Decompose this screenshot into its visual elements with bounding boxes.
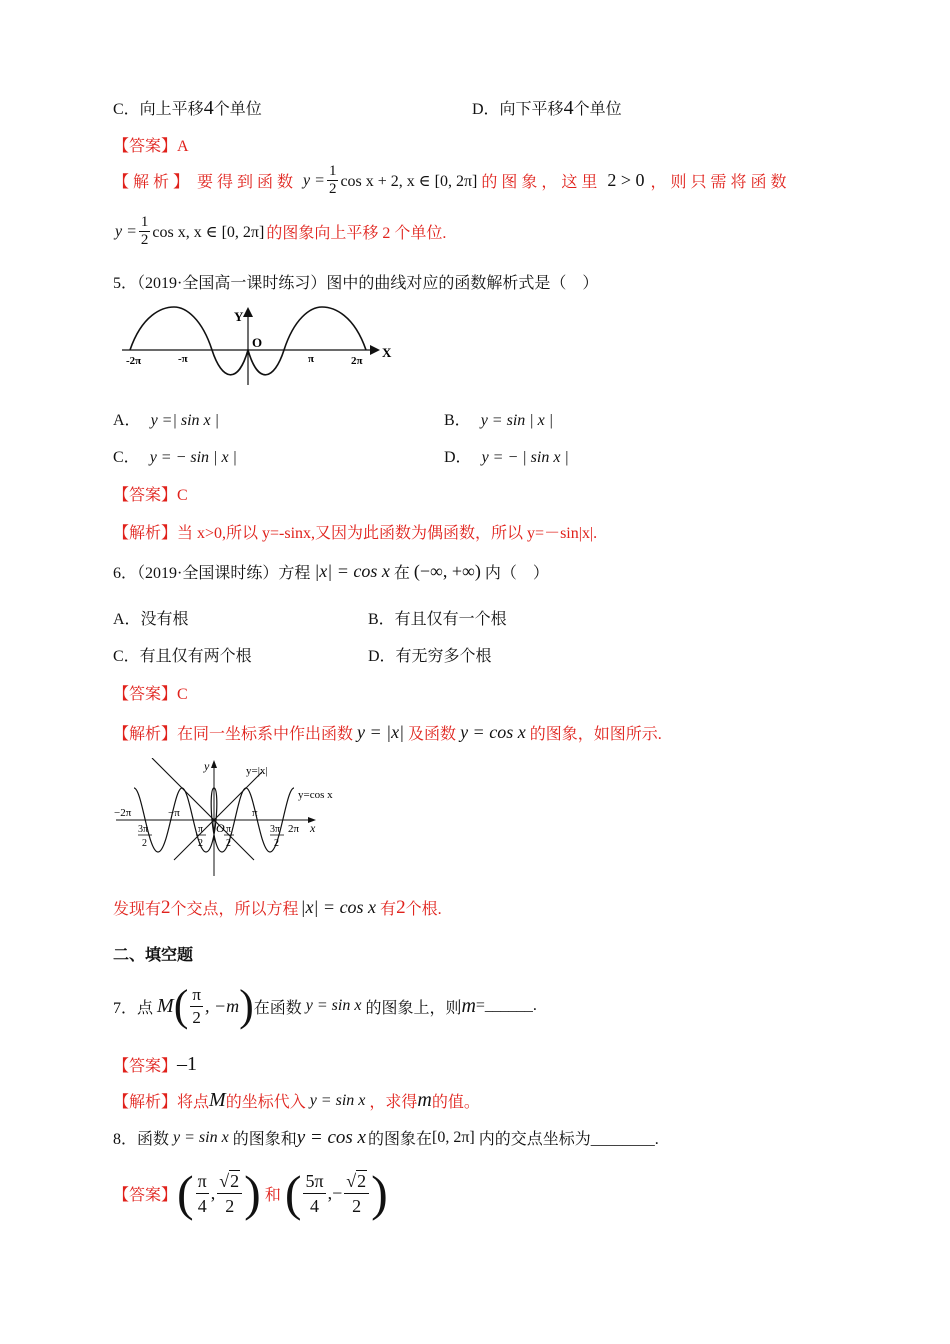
q6-conclusion-num2: 2 <box>396 896 406 918</box>
q6-analysis <box>113 721 662 744</box>
q4-option-c <box>113 96 262 120</box>
q5-graph <box>118 305 398 387</box>
q7-blank: =______. <box>475 997 537 1014</box>
q6-tick-pi-neg: π <box>198 824 204 835</box>
q6-tick-2-neg3: 2 <box>142 838 147 849</box>
q6-option-d: D．有无穷多个根 <box>368 648 492 665</box>
q7-point: M <box>157 994 174 1017</box>
q7-stem-text3: 的图象上，则 <box>365 999 462 1017</box>
q8-a1-den2: 2 <box>225 1195 235 1216</box>
q4-option-d-text: D．向下平移 <box>472 101 564 118</box>
q8-interval: [0, 2π] <box>431 1128 475 1146</box>
q6-conclusion-text2: 个交点，所以方程 <box>170 901 299 918</box>
q8-stem-text2: 的图象和 <box>232 1131 297 1148</box>
q5-option-b-expr: y = sin | x | <box>480 412 554 429</box>
q6-analysis-text2: 及函数 <box>408 726 457 743</box>
q4-analysis-text3: ， 则 只 需 将 函 数 <box>650 174 787 191</box>
q5-option-a-expr: y =| sin x | <box>150 412 220 429</box>
q5-label-x: X <box>382 345 392 360</box>
q6-conclusion-text3: 有 <box>380 901 397 918</box>
q6-analysis-text1: 【解析】在同一坐标系中作出函数 <box>113 726 354 743</box>
q6-label-o: O <box>216 821 225 835</box>
q5-label-pi: π <box>308 353 315 365</box>
q4-option-c-num: 4 <box>203 97 214 119</box>
q6-label-x: x <box>310 821 316 835</box>
q5-label-neg2pi: -2π <box>126 355 142 367</box>
q4-analysis-expr1: cos x + 2, x ∈ [0, 2π] <box>340 172 478 190</box>
q5-option-b-label: B． <box>444 412 471 429</box>
q6-graph <box>112 758 352 880</box>
q8-stem-text4: 内的交点坐标为________. <box>478 1131 659 1148</box>
q5-option-d <box>444 444 569 467</box>
q7-answer-label: 【答案】 <box>113 1058 178 1075</box>
q5-label-2pi: 2π <box>351 355 363 367</box>
q6-stem-expr: |x| = cos x <box>314 561 390 581</box>
q5-option-c-label: C． <box>113 449 140 466</box>
q5-option-b <box>444 407 553 430</box>
q7-analysis-text3: ，求得 <box>369 1094 418 1111</box>
q5-y-arrow-icon <box>243 307 253 317</box>
q5-option-c-expr: y = − sin | x | <box>149 449 237 466</box>
q5-label-y: Y <box>234 309 244 324</box>
q7-analysis-func: y = sin x <box>309 1091 366 1109</box>
q7-frac-den: 2 <box>192 1007 201 1027</box>
q8-a1-den: 4 <box>197 1195 207 1216</box>
q5-answer: 【答案】C <box>113 487 188 504</box>
q7-analysis-text1: 【解析】将点 <box>113 1094 210 1111</box>
q6-stem-text1: 6．（2019·全国课时练）方程 <box>113 565 311 582</box>
q4-analysis-text2: 的 图 象 ， 这 里 <box>481 174 598 191</box>
q6-conclusion <box>113 896 442 919</box>
q8-a1-sqrt: 2 <box>230 1170 240 1191</box>
q8-a2-neg: − <box>332 1182 343 1203</box>
q7-stem-text2: 在函数 <box>253 999 302 1017</box>
q8-a2-den2: 2 <box>352 1195 362 1216</box>
q5-label-negpi: -π <box>178 353 188 365</box>
q8-a2-den: 4 <box>310 1195 320 1216</box>
q6-label-absx: y=|x| <box>246 765 268 777</box>
q5-option-c <box>113 444 237 467</box>
q6-analysis-expr1: y = |x| <box>357 722 405 742</box>
q7-answer-value: –1 <box>177 1053 198 1075</box>
q7-func: y = sin x <box>305 997 362 1014</box>
q8-stem-text1: 8．函数 <box>113 1131 170 1148</box>
q6-y-arrow-icon <box>211 760 217 768</box>
q8-a2-sqrt: 2 <box>357 1170 367 1191</box>
q6-analysis-expr2: y = cos x <box>460 722 526 742</box>
q5-analysis: 【解析】当 x>0,所以 y=-sinx,又因为此函数为偶函数，所以 y=－sin|x|. <box>113 525 598 542</box>
q6-tick-3pi-pos: 3π <box>270 824 281 835</box>
q4-option-d <box>472 96 622 120</box>
q8-answer-label: 【答案】 <box>113 1186 178 1204</box>
q7-answer <box>113 1053 197 1076</box>
q7-analysis-M: M <box>209 1089 226 1111</box>
q6-absx-right <box>174 772 262 860</box>
q4-analysis-ineq: 2 > 0 <box>607 170 645 190</box>
q8-answer-point2: ( $\frac{5\pi}{4}$ , − $\frac{√2}{2}$ ) <box>284 1165 388 1221</box>
q4-analysis-line1: 【 解 析 】 要 得 到 函 数 y = $\frac{1}{2}$ cos x + 2, x ∈ [0, 2π] 的 图 象 ， 这 里 2 > 0 ， 则 只 需 将 函 数 <box>113 163 787 197</box>
q6-stem-text3: 内（ ） <box>484 565 549 582</box>
q5-label-o: O <box>252 335 263 350</box>
q7-stem-text1: 7．点 <box>113 999 154 1017</box>
q6-tick-pi-pos: π <box>226 824 232 835</box>
q7-analysis-text4: 的值。 <box>431 1094 480 1111</box>
q6-label-cosx: y=cos x <box>298 789 333 801</box>
q7-stem: 7．点 M ( $\frac{\pi}{2}$ , −m ) 在函数 y = sin x 的图象上，则 m =______. <box>113 981 537 1030</box>
q4-option-d-num: 4 <box>563 97 574 119</box>
q8-func2: y = cos x <box>296 1126 366 1148</box>
q8-stem-text3: 的图象在 <box>367 1131 432 1148</box>
q6-analysis-text3: 的图象，如图所示. <box>529 726 662 743</box>
q6-conclusion-text1: 发现有 <box>113 901 162 918</box>
q4-analysis-line2: y = $\frac{1}{2}$ cos x, x ∈ [0, 2π] 的图象向上平移 2 个单位. <box>115 214 447 248</box>
q8-answer-and: 和 <box>264 1186 281 1204</box>
q6-label-negpi: −π <box>168 807 180 819</box>
q8-answer <box>113 1162 388 1224</box>
q5-x-arrow-icon <box>370 345 380 355</box>
q6-option-a: A．没有根 <box>113 611 189 628</box>
q5-option-d-expr: y = − | sin x | <box>481 449 569 466</box>
q8-answer-point1: ( $\frac{\pi}{4}$ , $\frac{√2}{2}$ ) <box>177 1165 261 1221</box>
q6-label-y: y <box>204 759 210 773</box>
q6-label-2pi: 2π <box>288 823 300 835</box>
q8-stem <box>113 1126 659 1149</box>
q6-label-pi: π <box>252 807 258 819</box>
q6-tick-2-neg1: 2 <box>198 838 203 849</box>
q7-m: m <box>461 994 476 1017</box>
q6-label-neg2pi: −2π <box>114 807 132 819</box>
q4-analysis-label: 【 解 析 】 <box>113 174 190 191</box>
q4-analysis-text4: 的图象向上平移 2 个单位. <box>266 225 447 242</box>
q6-stem-interval: (−∞, +∞) <box>413 561 481 581</box>
q6-conclusion-text4: 个根. <box>405 901 442 918</box>
q6-stem-text2: 在 <box>393 565 410 582</box>
q5-option-d-label: D． <box>444 449 472 466</box>
q7-analysis-text2: 的坐标代入 <box>225 1094 306 1111</box>
q7-analysis-m: m <box>417 1089 432 1111</box>
q5-stem: 5．（2019·全国高一课时练习）图中的曲线对应的函数解析式是（ ） <box>113 275 599 292</box>
q6-conclusion-expr: |x| = cos x <box>300 897 377 917</box>
section-title: 二、填空题 <box>113 947 194 964</box>
q6-option-b: B．有且仅有一个根 <box>368 611 507 628</box>
q8-func1: y = sin x <box>173 1128 229 1146</box>
q6-answer: 【答案】C <box>113 686 188 703</box>
q4-analysis-text1: 要 得 到 函 数 <box>197 174 294 191</box>
q7-analysis <box>113 1089 480 1112</box>
q5-option-a <box>113 407 219 430</box>
q4-option-d-tail: 个单位 <box>573 101 622 118</box>
q6-option-c: C．有且仅有两个根 <box>113 648 252 665</box>
q6-conclusion-num1: 2 <box>161 896 171 918</box>
q4-option-c-tail: 个单位 <box>213 101 262 118</box>
q7-frac-num: π <box>190 984 203 1007</box>
q6-tick-2-pos1: 2 <box>226 838 231 849</box>
q6-stem <box>113 560 549 583</box>
q8-a1-num: π <box>196 1169 209 1194</box>
q4-option-c-text: C．向上平移 <box>113 101 204 118</box>
q4-answer: 【答案】A <box>113 138 189 155</box>
q8-a2-num: 5π <box>303 1169 325 1194</box>
q4-analysis-expr2: cos x, x ∈ [0, 2π] <box>152 223 265 241</box>
q6-tick-3pi-neg: 3π <box>138 824 149 835</box>
q5-option-a-label: A． <box>113 412 141 429</box>
q7-neg-m: , −m <box>204 995 240 1016</box>
q6-tick-2-pos3: 2 <box>274 838 279 849</box>
